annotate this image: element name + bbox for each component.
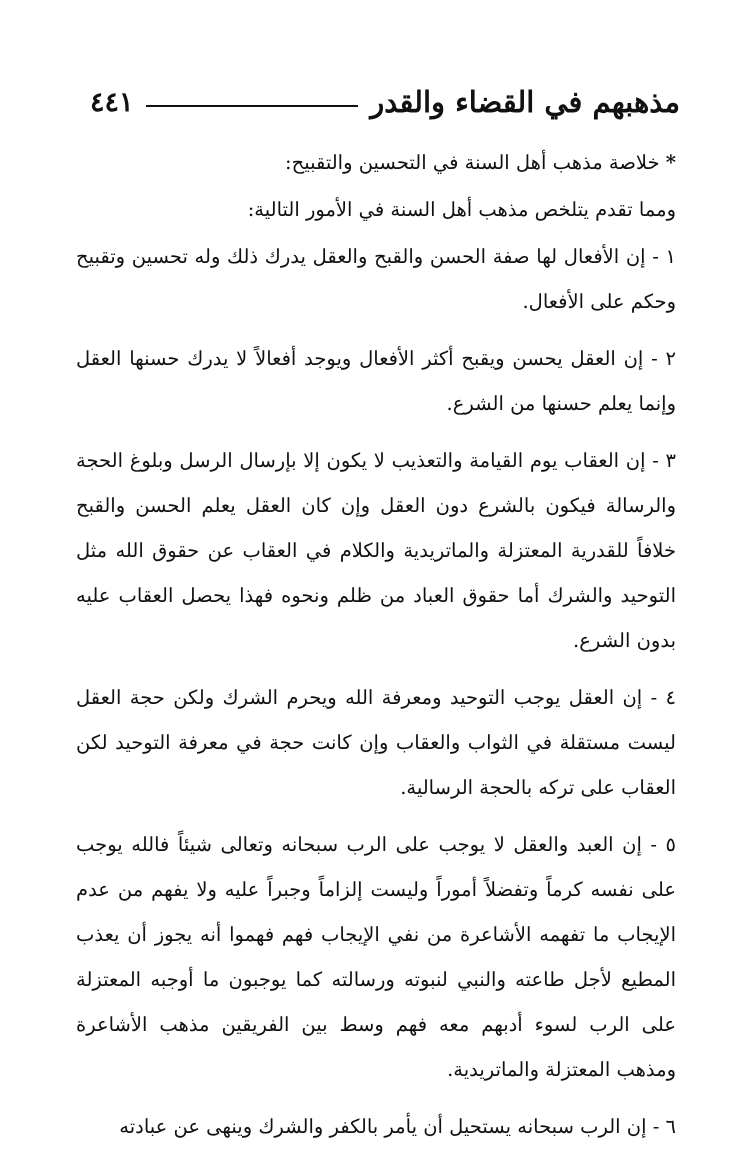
point-6: ٦ - إن الرب سبحانه يستحيل أن يأمر بالكفر والشرك وينهى عن عبادته bbox=[119, 1115, 676, 1138]
page-body bbox=[76, 140, 676, 1161]
header-rule bbox=[146, 105, 359, 107]
point-3: ٣ - إن العقاب يوم القيامة والتعذيب لا يكون إلا بإرسال الرسل وبلوغ الحجة والرسالة فيكون بالشرع دون العقل وإن كان العقل يعلم الحسن والقبح خلافاً للقدرية المعتزلة والماتريدية والكلام في العقاب عن حقوق الله مثل التوحيد والشرك أما حقوق العباد من ظلم ونحوه فهذا يحصل العقاب عليه بدون الشرع. bbox=[76, 449, 676, 652]
asterisk-marker: * bbox=[665, 151, 676, 174]
summary-heading bbox=[76, 140, 676, 185]
point-2: ٢ - إن العقل يحسن ويقبح أكثر الأفعال ويوجد أفعالاً لا يدرك حسنها العقل وإنما يعلم حسنها من الشرع. bbox=[76, 347, 676, 415]
page-header bbox=[90, 80, 680, 124]
point-5: ٥ - إن العبد والعقل لا يوجب على الرب سبحانه وتعالى شيئاً فالله يوجب على نفسه كرماً وتفضلاً أموراً وليست إلزاماً وجبراً عليه ولا يفهم من عدم الإيجاب ما تفهمه الأشاعرة من نفي الإيجاب فهم فهموا أنه يجوز أن يعذب المطيع لأجل طاعته والنبي لنبوته ورسالته كما يوجبون ما أوجبه المعتزلة على الرب لسوء أدبهم معه فهم وسط بين الفريقين مذهب الأشاعرة ومذهب المعتزلة والماتريدية. bbox=[76, 833, 676, 1081]
page-number: ٤٤١ bbox=[90, 86, 134, 118]
intro-line: ومما تقدم يتلخص مذهب أهل السنة في الأمور التالية: bbox=[247, 198, 676, 221]
running-title: مذهبهم في القضاء والقدر bbox=[370, 85, 680, 119]
summary-heading-text: خلاصة مذهب أهل السنة في التحسين والتقبيح: bbox=[285, 151, 660, 174]
point-1: ١ - إن الأفعال لها صفة الحسن والقبح والعقل يدرك ذلك وله تحسين وتقبيح وحكم على الأفعال. bbox=[76, 245, 676, 313]
point-4: ٤ - إن العقل يوجب التوحيد ومعرفة الله ويحرم الشرك ولكن حجة العقل ليست مستقلة في الثواب والعقاب وإن كانت حجة في معرفة التوحيد لكن العقاب على تركه بالحجة الرسالية. bbox=[76, 686, 676, 799]
